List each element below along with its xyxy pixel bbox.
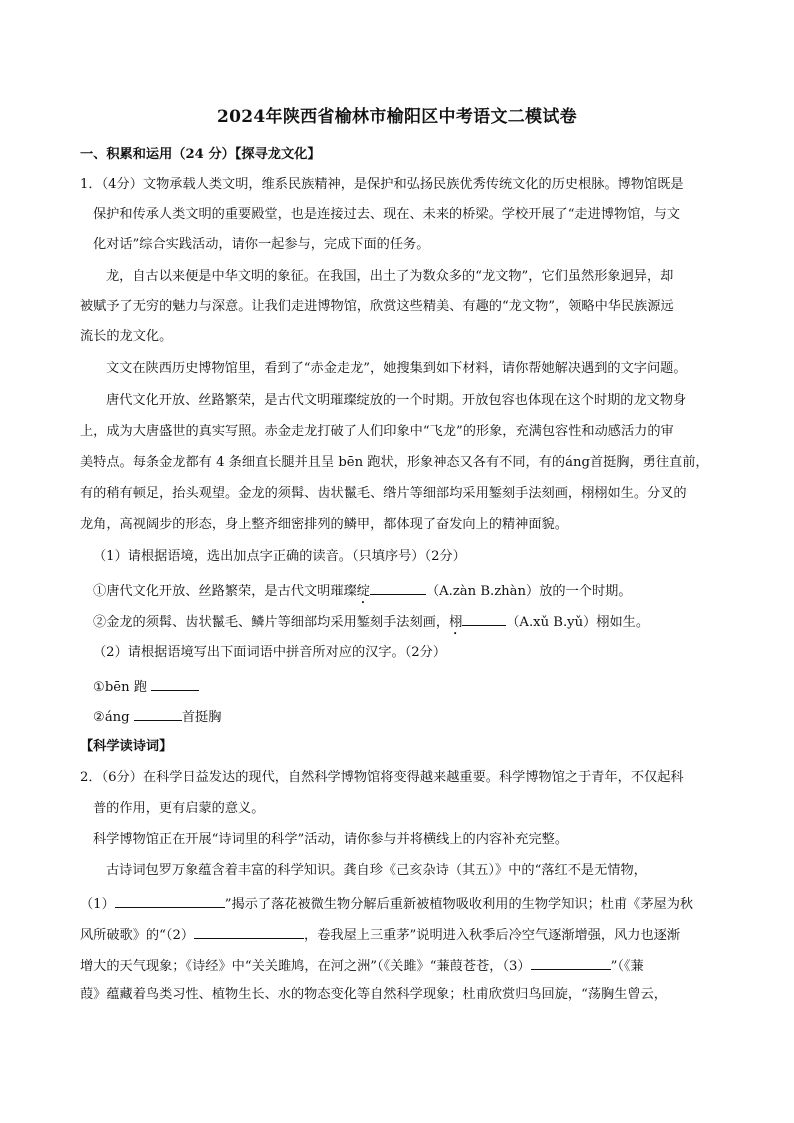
q2-para-line-3-text-b: ，卷我屋上三重茅”说明进入秋季后冷空气逐渐增强，风力也逐渐 [304, 928, 681, 943]
section-heading-1: 一、积累和运用（24 分）【探寻龙文化】 [80, 147, 321, 162]
q1-para3-line-4: 有的稍有顿足，抬头观望。金龙的须髯、齿状鬣毛、绺片等细部均采用錾刻手法刻画，栩栩如生。分叉的 [80, 486, 687, 501]
q1-line-3: 化对话”综合实践活动，请你一起参与，完成下面的任务。 [93, 237, 430, 252]
q2-blank-2[interactable] [194, 924, 304, 939]
q1-sub1-item2-dotted-char: 栩 [449, 615, 463, 630]
q2-para-line-1: 古诗词包罗万象蕴含着丰富的科学知识。龚自珍《己亥杂诗（其五）》中的“落红不是无情物， [106, 863, 647, 878]
page-title: 2024年陕西省榆林市榆阳区中考语文二模试卷 [217, 107, 577, 127]
q2-para-line-2 [80, 893, 693, 914]
q2-para-line-4-text-b: ”（《蒹 [610, 959, 644, 974]
q1-sub1-item1 [93, 580, 632, 607]
q1-sub1-item2-blank[interactable] [462, 611, 506, 626]
q1-sub2-prompt: （2）请根据语境写出下面词语中拼音所对应的汉字。（2分） [93, 645, 447, 660]
q2-intro: 科学博物馆正在开展“诗词里的科学”活动，请你参与并将横线上的内容补充完整。 [93, 832, 569, 847]
q1-sub1-prompt: （1）请根据语境，选出加点字正确的读音。（只填序号）（2分） [93, 549, 466, 564]
q1-para2: 文文在陕西历史博物馆里，看到了“赤金走龙”，她搜集到如下材料，请你帮她解决遇到的文字问题。 [106, 361, 687, 376]
section-heading-2: 【科学读诗词】 [80, 739, 173, 754]
q2-line-1: 2．（6分）在科学日益发达的现代，自然科学博物馆将变得越来越重要。科学博物馆之于青年，不仅起科 [80, 770, 684, 785]
q2-para-line-5: 葭》蕴藏着鸟类习性、植物生长、水的物态变化等自然科学现象；杜甫欣赏归鸟回旋，“荡胸生曾云， [80, 987, 667, 1002]
q1-sub1-item2-options: （A.xǔ B.yǔ）栩如生。 [506, 615, 650, 630]
q1-sub2-item1-text: ①bēn 跑 [93, 680, 147, 695]
q2-para-line-4 [80, 955, 644, 976]
q1-sub1-item2-text: ②金龙的须髯、齿状鬣毛、鳞片等细部均采用錾刻手法刻画， [93, 615, 450, 630]
q1-sub1-item1-options: （A.zàn B.zhàn）放的一个时期。 [425, 584, 632, 599]
q1-sub2-item2 [93, 706, 221, 727]
q1-sub2-item2-blank[interactable] [134, 706, 182, 721]
q1-line-2: 保护和传承人类文明的重要殿堂，也是连接过去、现在、未来的桥梁。学校开展了“走进博物馆，与文 [93, 207, 680, 222]
q1-sub2-item1-blank[interactable] [151, 676, 199, 691]
q2-para-line-4-text-a: 增大的天气现象；《诗经》中“关关雎鸠，在河之洲”（《关雎》“蒹葭苍苍，（3） [80, 959, 531, 974]
q2-blank-1[interactable] [115, 893, 225, 908]
q2-para-line-3 [80, 924, 680, 945]
q2-line-2: 普的作用，更有启蒙的意义。 [93, 801, 265, 816]
q1-sub2-item2-text: ②áng [93, 710, 130, 725]
q1-sub1-item1-blank[interactable] [370, 580, 426, 595]
q2-para-line-2-text: ”揭示了落花被微生物分解后重新被植物吸收利用的生物学知识；杜甫《茅屋为秋 [224, 897, 694, 912]
q1-para3-line-3: 美特点。每条金龙都有 4 条细直长腿并且呈 bēn 跑状，形象神态又各有不同，有的áng首挺胸，勇往直前， [80, 455, 709, 470]
q2-blank-1-label: （1） [80, 897, 115, 912]
q1-para1-line-1: 龙，自古以来便是中华文明的象征。在我国，出土了为数众多的“龙文物”，它们虽然形象迥异，却 [106, 269, 674, 284]
q1-sub2-item2-suffix: 首挺胸 [181, 710, 222, 725]
q1-sub2-item1 [93, 676, 199, 697]
q1-sub1-item1-dotted-char: 绽 [356, 584, 370, 599]
q1-para3-line-2: 上，成为大唐盛世的真实写照。赤金走龙打破了人们印象中“飞龙”的形象，充满包容性和动感活力的审 [80, 424, 674, 439]
q1-sub1-item2 [93, 611, 649, 638]
q1-para3-line-5: 龙角，高视阔步的形态，身上整齐细密排列的鳞甲，都体现了奋发向上的精神面貌。 [80, 517, 568, 532]
q1-line-1: 1．（4分）文物承载人类文明，维系民族精神，是保护和弘扬民族优秀传统文化的历史根脉。博物馆既是 [80, 177, 684, 192]
q1-para3-line-1: 唐代文化开放、丝路繁荣，是古代文明璀璨绽放的一个时期。开放包容也体现在这个时期的龙文物身 [106, 393, 687, 408]
q1-para1-line-2: 被赋予了无穷的魅力与深意。让我们走进博物馆，欣赏这些精美、有趣的“龙文物”，领略中华民族源远 [80, 299, 674, 314]
q2-blank-3[interactable] [531, 955, 611, 970]
q2-para-line-3-text-a: 风所破歌》的“（2） [80, 928, 195, 943]
q1-para1-line-3: 流长的龙文化。 [80, 329, 173, 344]
q1-sub1-item1-text: ①唐代文化开放、丝路繁荣，是古代文明璀璨 [93, 584, 357, 599]
